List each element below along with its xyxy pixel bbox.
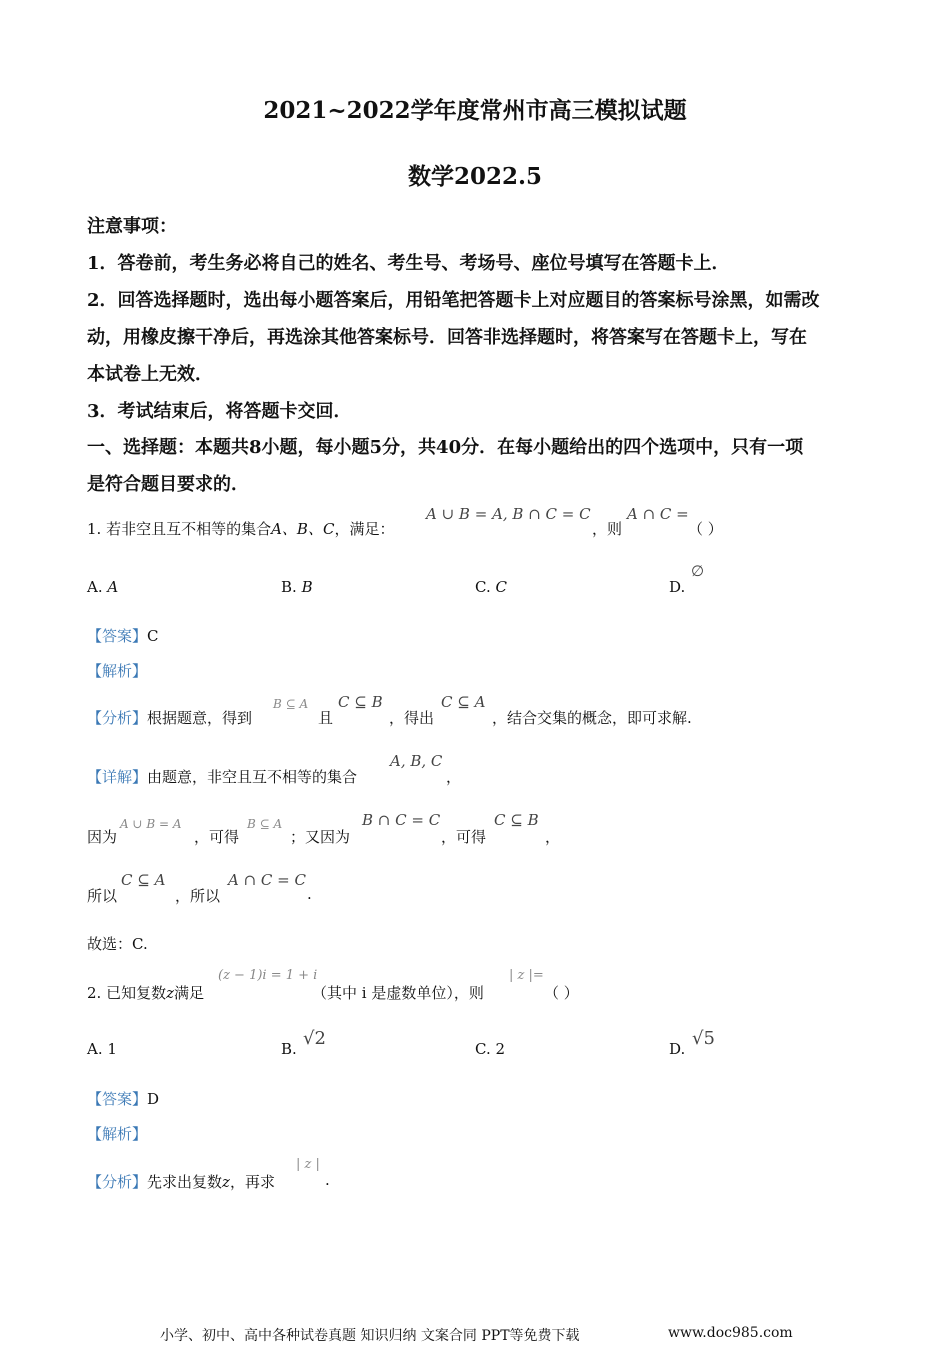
q1-fenxi-and: 且 (318, 709, 334, 727)
q1-option-d: D. (669, 578, 686, 596)
section-1-line-2: 是符合题目要求的． (87, 474, 249, 495)
q1-l2-get-1: ，可得 (194, 828, 240, 846)
q2-fenxi-period: . (325, 1171, 330, 1189)
q1-l3-math-1: C ⊆ A (121, 871, 166, 889)
q1-fenxi: 【分析】根据题意，得到 (87, 709, 253, 727)
q1-then: ，则 (592, 520, 623, 538)
q1-analysis-tag: 【解析】 (87, 662, 148, 680)
notice-item-2-line-2: 动，用橡皮擦干净后，再选涂其他答案标号．回答非选择题时，将答案写在答题卡上，写在 (87, 327, 807, 348)
q1-detail: 【详解】由题意，非空且互不相等的集合 (87, 768, 358, 786)
footer-text: 小学、初中、高中各种试卷真题 知识归纳 文案合同 PPT等免费下载 (160, 1328, 580, 1344)
q1-l2-because: 因为 (87, 828, 118, 846)
section-1-line-1: 一、选择题：本题共8小题，每小题5分，共40分．在每小题给出的四个选项中，只有一项 (87, 437, 804, 458)
notice-item-2-line-1: 2．回答选择题时，选出每小题答案后，用铅笔把答题卡上对应题目的答案标号涂黑，如需改 (87, 290, 820, 311)
q1-l2-math-4: C ⊆ B (494, 811, 539, 829)
q2-stem: 2. 已知复数z满足 (87, 984, 205, 1002)
q1-sets: A、B、C (271, 520, 335, 538)
q2-answer: 【答案】D (87, 1090, 160, 1108)
notice-heading: 注意事项： (87, 216, 177, 237)
q2-fenxi: 【分析】先求出复数z，再求 (87, 1173, 275, 1191)
q1-l2-comma: ， (545, 828, 561, 846)
q2-option-c: C. 2 (475, 1040, 506, 1058)
q2-note: （其中 i 是虚数单位），则 (312, 984, 484, 1002)
q1-l2-also: ；又因为 (290, 828, 351, 846)
q1-ask: A ∩ C = (627, 505, 689, 523)
notice-item-3: 3．考试结束后，将答题卡交回． (87, 401, 352, 422)
q1-l2-math-2: B ⊆ A (247, 817, 283, 831)
q1-option-b: B. B (281, 578, 313, 596)
q1-condition: A ∪ B = A, B ∩ C = C (426, 505, 591, 523)
q1-fenxi-math-2: C ⊆ B (338, 693, 383, 711)
q2-option-d: D. (669, 1040, 686, 1058)
q1-answer: 【答案】C (87, 627, 159, 645)
q1-fenxi-math-3: C ⊆ A (441, 693, 486, 711)
q1-l3-math-2: A ∩ C = C (228, 871, 306, 889)
footer-url: www.doc985.com (668, 1325, 793, 1341)
q2-option-d-value: √5 (692, 1028, 715, 1049)
q1-fenxi-math-1: B ⊆ A (273, 697, 309, 711)
q2-option-a: A. 1 (87, 1040, 117, 1058)
q2-fenxi-math-1: | z | (296, 1157, 320, 1172)
q1-option-d-value: ∅ (691, 562, 705, 580)
q1-detail-math-1: A, B, C (390, 752, 443, 770)
q2-condition: (z − 1)i = 1 + i (218, 968, 318, 983)
q2-option-b: B. (281, 1040, 297, 1058)
q1-conclusion: 故选：C. (87, 935, 148, 953)
page-subtitle: 数学2022.5 (407, 163, 543, 190)
notice-item-1: 1．答卷前，考生务必将自己的姓名、考生号、考场号、座位号填写在答题卡上． (87, 253, 730, 274)
q2-analysis-tag: 【解析】 (87, 1125, 148, 1143)
q1-l3-so: 所以 (87, 887, 118, 905)
q2-paren: （ ） (544, 984, 579, 1002)
q1-detail-comma: ， (446, 768, 462, 786)
q1-option-c: C. C (475, 578, 507, 596)
q2-option-b-value: √2 (303, 1028, 326, 1049)
q1-fenxi-rest: ，结合交集的概念，即可求解. (492, 709, 692, 727)
q1-stem: 1. 若非空且互不相等的集合A、B、C，满足： (87, 520, 395, 538)
q1-l2-math-1: A ∪ B = A (120, 817, 182, 831)
q1-l3-period: . (307, 885, 312, 903)
q1-option-a: A. A (87, 578, 119, 596)
page-title: 2021~2022学年度常州市高三模拟试题 (263, 97, 687, 124)
q1-l2-math-3: B ∩ C = C (362, 811, 441, 829)
notice-item-2-line-3: 本试卷上无效． (87, 364, 213, 385)
q1-l2-get-2: ，可得 (441, 828, 487, 846)
q1-fenxi-get: ，得出 (389, 709, 435, 727)
q1-paren: （ ） (688, 520, 723, 538)
q2-ask: | z |= (509, 968, 544, 983)
q1-l3-so-2: ，所以 (175, 887, 221, 905)
